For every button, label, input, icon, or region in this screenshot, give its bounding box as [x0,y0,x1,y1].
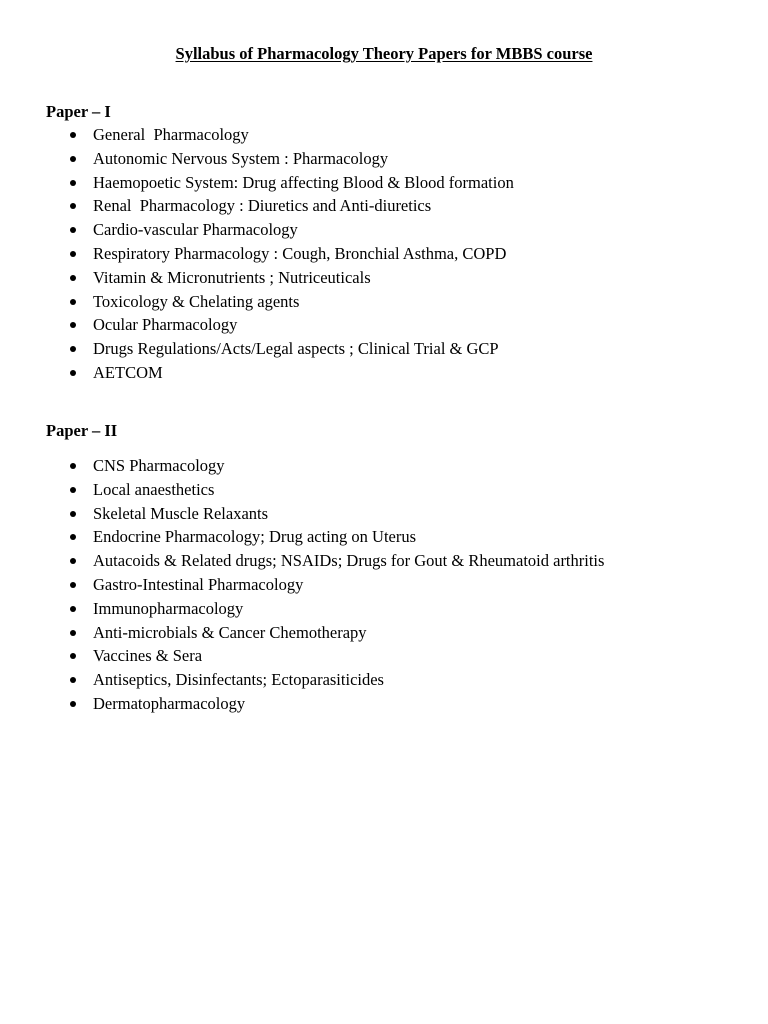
bullet-icon [70,227,76,233]
topic-label: CNS Pharmacology [93,456,225,475]
bullet-icon [70,558,76,564]
paper-1-heading: Paper – I [46,102,111,121]
bullet-icon [70,630,76,636]
bullet-icon [70,582,76,588]
list-item [0,363,740,387]
bullet-icon [70,487,76,493]
list-item [0,220,740,244]
topic-label: AETCOM [93,362,163,382]
bullet-icon [70,346,76,352]
topic-label: Gastro-Intestinal Pharmacology [93,574,304,594]
list-item [0,125,740,149]
paper-2-heading: Paper – II [46,421,118,440]
topic-label: Antiseptics, Disinfectants; Ectoparasiticides [93,670,384,690]
list-item [0,149,740,173]
list-item [0,456,740,480]
topic-label: Skeletal Muscle Relaxants [93,503,269,523]
list-item [0,480,740,504]
bullet-icon [70,653,76,659]
bullet-icon [70,370,76,376]
bullet-icon [70,463,76,469]
bullet-icon [70,275,76,281]
list-item [0,315,740,339]
bullet-icon [70,180,76,186]
bullet-icon [70,156,76,162]
topic-label: Dermatopharmacology [93,693,246,713]
list-item [0,575,740,599]
bullet-icon [70,132,76,138]
list-item [0,196,740,220]
paper-2-topic-list [0,456,740,718]
list-item [0,646,740,670]
list-item [0,244,740,268]
topic-label: Drugs Regulations/Acts/Legal aspects ; Clinical Trial & GCP [93,339,499,359]
list-item [0,694,740,718]
topic-label: Local anaesthetics [93,479,215,499]
list-item [0,339,740,363]
topic-label: Vaccines & Sera [93,646,203,666]
topic-label: General Pharmacology [93,125,249,144]
bullet-icon [70,203,76,209]
bullet-icon [70,322,76,328]
list-item [0,670,740,694]
list-item [0,173,740,197]
list-item [0,527,740,551]
list-item [0,599,740,623]
topic-label: Ocular Pharmacology [93,315,238,335]
bullet-icon [70,299,76,305]
list-item [0,268,740,292]
topic-label: Haemopoetic System: Drug affecting Blood & Blood formation [93,172,514,192]
bullet-icon [70,534,76,540]
document-title: Syllabus of Pharmacology Theory Papers for MBBS course [175,44,593,63]
list-item [0,551,740,575]
topic-label: Cardio-vascular Pharmacology [93,220,298,240]
bullet-icon [70,511,76,517]
bullet-icon [70,677,76,683]
topic-label: Endocrine Pharmacology; Drug acting on Uterus [93,527,417,547]
bullet-icon [70,701,76,707]
topic-label: Autacoids & Related drugs; NSAIDs; Drugs for Gout & Rheumatoid arthritis [93,551,605,571]
topic-label: Anti-microbials & Cancer Chemotherapy [93,622,367,642]
bullet-icon [70,606,76,612]
bullet-icon [70,251,76,257]
topic-label: Renal Pharmacology : Diuretics and Anti-diuretics [93,196,432,216]
topic-label: Toxicology & Chelating agents [93,291,300,311]
topic-label: Immunopharmacology [93,598,244,618]
topic-label: Autonomic Nervous System : Pharmacology [93,148,389,168]
list-item [0,292,740,316]
topic-label: Respiratory Pharmacology : Cough, Bronchial Asthma, COPD [93,243,507,263]
paper-1-topic-list [0,125,740,387]
topic-label: Vitamin & Micronutrients ; Nutriceuticals [93,267,371,287]
list-item [0,504,740,528]
list-item [0,623,740,647]
